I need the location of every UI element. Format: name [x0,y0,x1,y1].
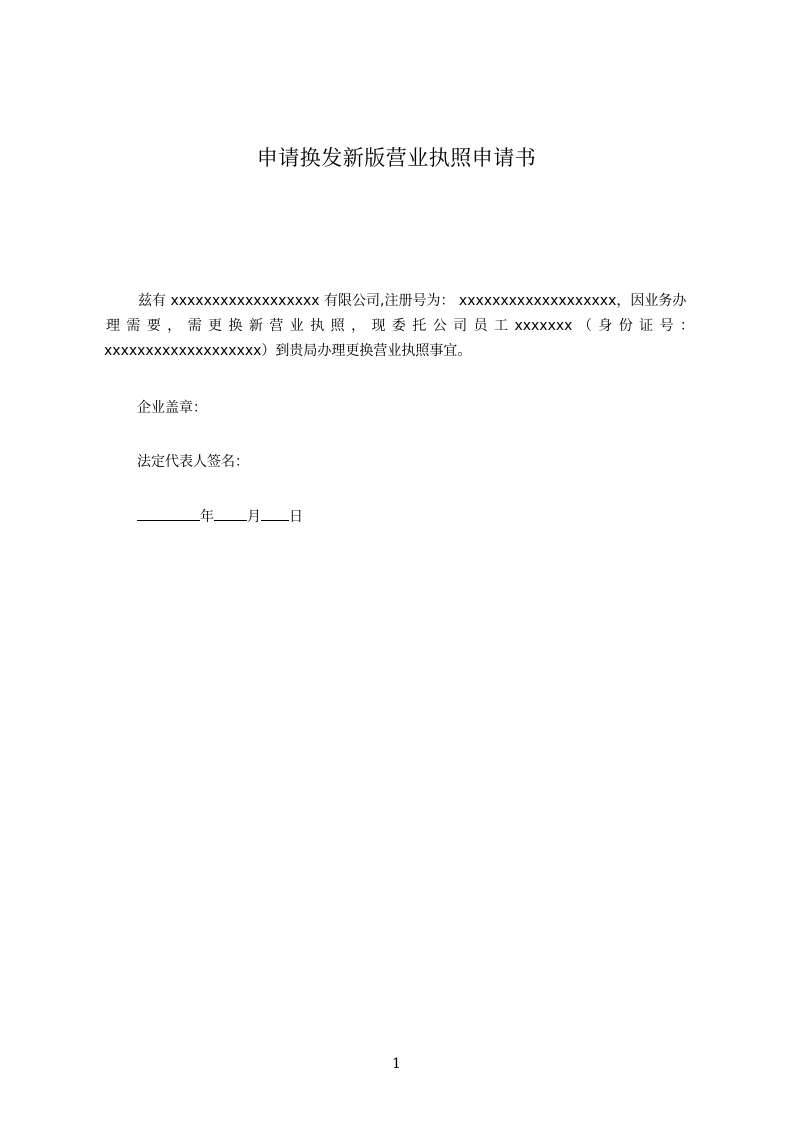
legal-representative-signature-label: 法定代表人签名： [137,454,249,470]
page-number: 1 [392,1056,401,1072]
application-paragraph [104,289,694,364]
paragraph-line-2: 理 需 要 ， 需 更 换 新 营 业 执 照 ， 现 委 托 公 司 员 工 xxxxxxx （ 身 份 证 号 ： [106,318,694,334]
day-blank [261,505,289,521]
month-label: 月 [247,509,261,525]
date-line [137,505,303,527]
document-title: 申请换发新版营业执照申请书 [256,146,537,170]
month-blank [214,505,247,521]
paragraph-line-1: 兹有 xxxxxxxxxxxxxxxxxx 有限公司,注册号为： xxxxxxxxxxxxxxxxxxx，因业务办 [138,293,687,309]
year-blank [137,505,200,521]
paragraph-line-3: xxxxxxxxxxxxxxxxxxx）到贵局办理更换营业执照事宜。 [104,343,472,359]
company-seal-label: 企业盖章： [137,400,207,416]
year-label: 年 [200,509,214,525]
day-label: 日 [289,509,303,525]
